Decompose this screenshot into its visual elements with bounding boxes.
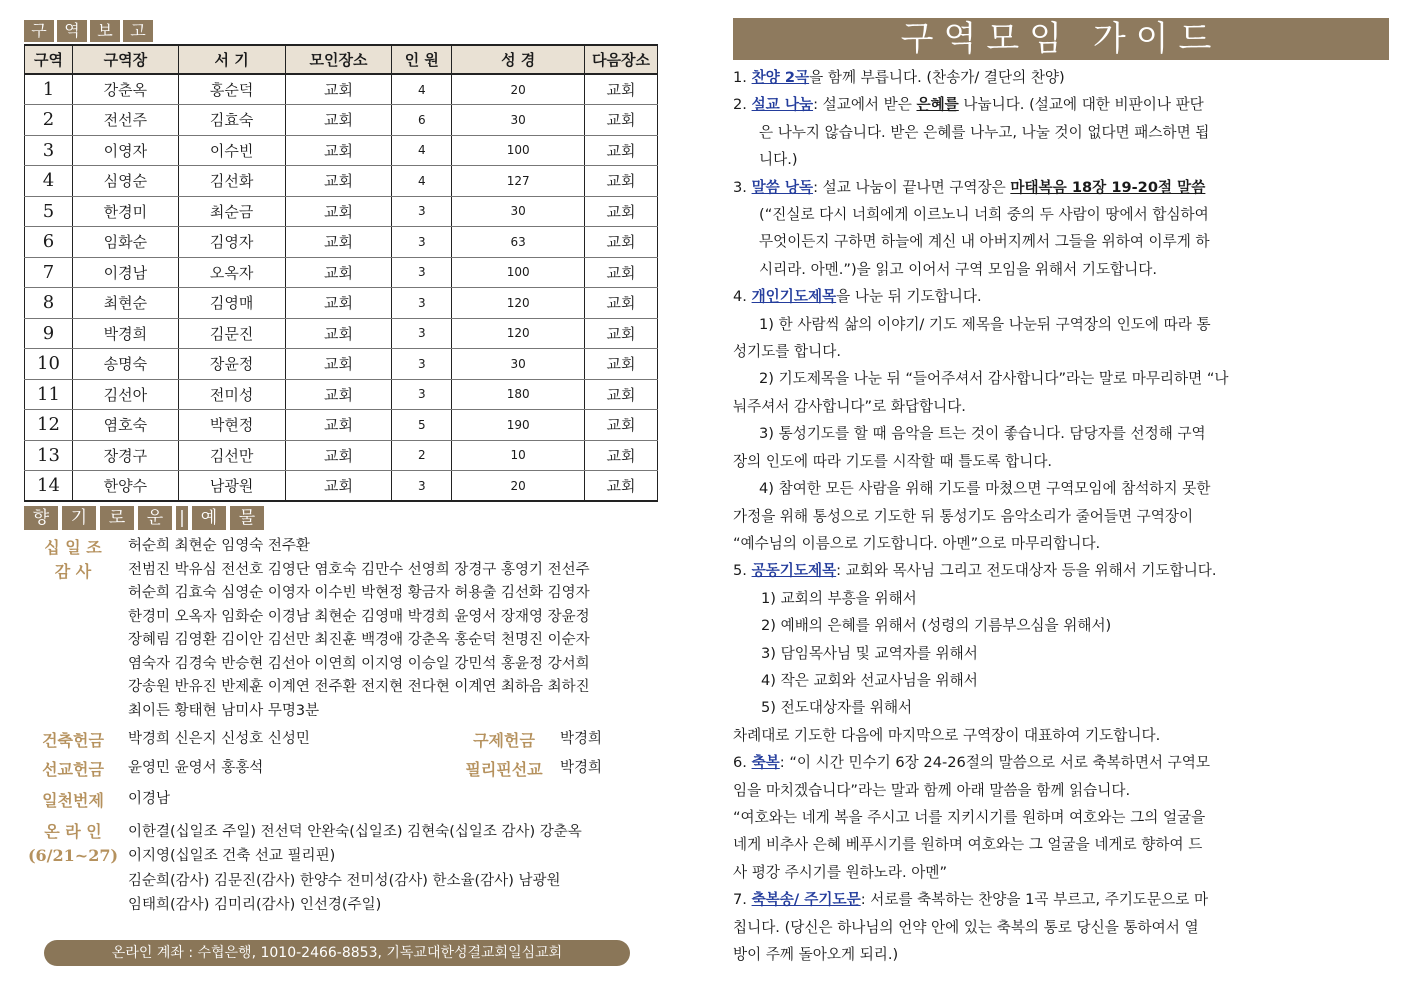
region-leader-cell: 송명숙 — [72, 349, 178, 380]
bible-chapters-cell: 30 — [452, 105, 585, 136]
secretary-cell: 전미성 — [178, 379, 285, 410]
title-char: 향 — [24, 506, 58, 530]
col-header: 구역장 — [72, 45, 178, 74]
region-leader-cell: 이경남 — [72, 257, 178, 288]
step-4-line: 3) 통성기도를 할 때 음악을 트는 것이 좋습니다. 담당자를 선정해 구역 — [759, 425, 1206, 443]
title-char: 물 — [230, 506, 264, 530]
region-number-cell: 10 — [25, 349, 73, 380]
prayer-item: 3) 담임목사님 및 교역자를 위해서 — [761, 644, 978, 662]
attendance-cell: 3 — [392, 227, 452, 258]
col-header: 구역 — [25, 45, 73, 74]
table-row — [25, 105, 658, 136]
col-header: 서 기 — [178, 45, 285, 74]
step-5-key: 공동기도제목 — [751, 562, 837, 580]
title-char: 운 — [138, 506, 172, 530]
region-number-cell: 14 — [25, 471, 73, 502]
bible-chapters-cell: 180 — [452, 379, 585, 410]
region-report-table — [24, 44, 658, 502]
online-names — [122, 820, 660, 918]
bible-chapters-cell: 63 — [452, 227, 585, 258]
step-2-key: 설교 나눔 — [751, 96, 814, 114]
step-7-key: 축복송/ 주기도문 — [751, 891, 861, 909]
next-place-cell: 교회 — [585, 440, 658, 471]
step-4-line: “예수님의 이름으로 기도합니다. 아멘”으로 마무리합니다. — [733, 534, 1101, 552]
next-place-cell: 교회 — [585, 74, 658, 105]
left-column — [24, 20, 660, 918]
region-number-cell: 9 — [25, 318, 73, 349]
title-char: 구 — [24, 20, 54, 42]
next-place-cell: 교회 — [585, 318, 658, 349]
title-char: 기 — [62, 506, 96, 530]
region-leader-cell: 한양수 — [72, 471, 178, 502]
table-row — [25, 257, 658, 288]
secretary-cell: 김선화 — [178, 166, 285, 197]
step-4-line: 성기도를 합니다. — [733, 343, 841, 361]
step-1: 1. 찬양 2곡을 함께 부릅니다. (찬송가/ 결단의 찬양) — [733, 69, 1065, 86]
title-char: 고 — [123, 20, 153, 42]
building-names: 박경희 신은지 신성호 신성민 — [128, 731, 310, 747]
tithe-names: 허순희 최현순 임영숙 전주환 — [128, 538, 310, 554]
next-place-cell: 교회 — [585, 257, 658, 288]
attendance-cell: 3 — [392, 471, 452, 502]
step-3-line: (“진실로 다시 너희에게 이르노니 너희 중의 두 사람이 땅에서 합심하여 — [759, 206, 1209, 224]
bible-chapters-cell: 100 — [452, 257, 585, 288]
region-leader-cell: 임화순 — [72, 227, 178, 258]
step-2-line: 은 나누지 않습니다. 받은 은혜를 나누고, 나눌 것이 없다면 패스하면 됩 — [759, 123, 1210, 141]
guide-column — [733, 18, 1389, 968]
meeting-place-cell: 교회 — [285, 105, 392, 136]
step-6-line: “여호와는 네게 복을 주시고 너를 지키시기를 원하며 여호와는 그의 얼굴을 — [733, 808, 1206, 826]
region-report-title — [24, 20, 660, 42]
step-5: 5. 공동기도제목: 교회와 목사님 그리고 전도대상자 등을 위해서 기도합니다. — [733, 562, 1217, 580]
building-relief-row — [24, 728, 660, 752]
thanks-names — [122, 559, 660, 724]
bible-chapters-cell: 20 — [452, 471, 585, 502]
step-6-line: 네게 비추사 은혜 베푸시기를 원하며 여호와는 그 얼굴을 네게로 향하여 드 — [733, 836, 1203, 854]
table-row — [25, 288, 658, 319]
prayer-item: 2) 예배의 은혜를 위해서 (성령의 기름부으심을 위해서) — [761, 617, 1112, 635]
step-7-line: 방이 주께 돌아오게 되리.) — [733, 946, 899, 963]
mission-row — [24, 757, 660, 781]
secretary-cell: 김영매 — [178, 288, 285, 319]
next-place-cell: 교회 — [585, 410, 658, 441]
region-leader-cell: 박경희 — [72, 318, 178, 349]
bible-chapters-cell: 20 — [452, 74, 585, 105]
step-3: 3. 말씀 낭독: 설교 나눔이 끝나면 구역장은 마태복음 18장 19-20절 말씀 — [733, 178, 1206, 196]
bible-chapters-cell: 10 — [452, 440, 585, 471]
step-7: 7. 축복송/ 주기도문: 서로를 축복하는 찬양을 1곡 부르고, 주기도문으로 마 — [733, 891, 1209, 909]
meeting-place-cell: 교회 — [285, 166, 392, 197]
region-leader-cell: 염호숙 — [72, 410, 178, 441]
attendance-cell: 6 — [392, 105, 452, 136]
thanks-line: 장혜림 김영환 김이안 김선만 최진훈 백경애 강춘옥 홍순덕 천명진 이순자 — [128, 632, 590, 648]
relief-names: 박경희 — [560, 731, 603, 747]
table-row — [25, 379, 658, 410]
step-4: 4. 개인기도제목을 나눈 뒤 기도합니다. — [733, 288, 982, 306]
step-7-line: 칩니다. (당신은 하나님의 언약 안에 있는 축복의 통로 당신을 통하여서 열 — [733, 918, 1199, 936]
attendance-cell: 3 — [392, 196, 452, 227]
attendance-cell: 3 — [392, 288, 452, 319]
meeting-place-cell: 교회 — [285, 74, 392, 105]
attendance-cell: 3 — [392, 349, 452, 380]
region-number-cell: 12 — [25, 410, 73, 441]
meeting-place-cell: 교회 — [285, 257, 392, 288]
mission-names: 윤영민 윤영서 홍홍석 — [128, 759, 264, 776]
thanks-row — [24, 559, 660, 724]
step-6: 6. 축복: “이 시간 민수기 6장 24-26절의 말씀으로 서로 축복하면서 구역모 — [733, 754, 1210, 772]
bible-chapters-cell: 30 — [452, 196, 585, 227]
table-row — [25, 166, 658, 197]
step-4-line: 가정을 위해 통성으로 기도한 뒤 통성기도 음악소리가 줄어들면 구역장이 — [733, 507, 1194, 525]
tithe-row — [24, 535, 660, 559]
philippine-names: 박경희 — [560, 759, 603, 776]
region-number-cell: 13 — [25, 440, 73, 471]
table-header-row — [25, 45, 658, 74]
meeting-place-cell: 교회 — [285, 440, 392, 471]
thousand-row — [24, 788, 660, 812]
meeting-place-cell: 교회 — [285, 349, 392, 380]
title-char: 역 — [57, 20, 87, 42]
bible-chapters-cell: 190 — [452, 410, 585, 441]
table-body — [25, 74, 658, 501]
next-place-cell: 교회 — [585, 349, 658, 380]
region-leader-cell: 한경미 — [72, 196, 178, 227]
attendance-cell: 4 — [392, 135, 452, 166]
col-header: 인 원 — [392, 45, 452, 74]
thousand-label: 일천번제 — [42, 791, 104, 810]
bible-chapters-cell: 30 — [452, 349, 585, 380]
title-char: 로 — [100, 506, 134, 530]
step-4-line: 2) 기도제목을 나눈 뒤 “들어주셔서 감사합니다”라는 말로 마무리하면 “나 — [759, 370, 1229, 388]
table-row — [25, 227, 658, 258]
guide-body — [733, 64, 1389, 968]
secretary-cell: 최순금 — [178, 196, 285, 227]
building-label: 건축헌금 — [42, 731, 104, 750]
meeting-place-cell: 교회 — [285, 135, 392, 166]
meeting-place-cell: 교회 — [285, 288, 392, 319]
next-place-cell: 교회 — [585, 227, 658, 258]
region-number-cell: 7 — [25, 257, 73, 288]
title-char: 예 — [192, 506, 226, 530]
thanks-line: 허순희 김효숙 심영순 이영자 이수빈 박현정 황금자 허용출 김선화 김영자 — [128, 585, 590, 601]
next-place-cell: 교회 — [585, 105, 658, 136]
next-place-cell: 교회 — [585, 379, 658, 410]
tithe-label: 십 일 조 — [44, 538, 102, 557]
region-number-cell: 8 — [25, 288, 73, 319]
meeting-place-cell: 교회 — [285, 196, 392, 227]
thanks-label: 감 사 — [54, 561, 92, 581]
offering-title — [24, 506, 660, 530]
region-number-cell: 4 — [25, 166, 73, 197]
region-number-cell: 3 — [25, 135, 73, 166]
table-row — [25, 410, 658, 441]
attendance-cell: 3 — [392, 379, 452, 410]
step-6-line: 사 평강 주시기를 원하노라. 아멘” — [733, 863, 948, 881]
step-1-key: 찬양 2곡 — [751, 69, 810, 86]
thanks-line: 강송원 반유진 반제훈 이계연 전주환 전지현 전다현 이계연 최하음 최하진 — [128, 679, 590, 695]
next-place-cell: 교회 — [585, 196, 658, 227]
next-place-cell: 교회 — [585, 166, 658, 197]
online-row — [24, 820, 660, 918]
table-row — [25, 196, 658, 227]
title-char: | — [176, 506, 188, 530]
title-char: 보 — [90, 20, 120, 42]
thanks-line: 최이든 황태현 남미사 무명3분 — [128, 702, 320, 719]
step-6-line: 임을 마치겠습니다”라는 말과 함께 아래 말씀을 함께 읽습니다. — [733, 781, 1131, 799]
attendance-cell: 3 — [392, 257, 452, 288]
prayer-item: 1) 교회의 부흥을 위해서 — [761, 589, 917, 607]
guide-title: 구역모임 가이드 — [733, 18, 1389, 60]
online-label: 온 라 인 — [44, 821, 102, 841]
step-3-line: 시리라. 아멘.”)을 읽고 이어서 구역 모임을 위해서 기도합니다. — [759, 260, 1157, 278]
bible-chapters-cell: 100 — [452, 135, 585, 166]
region-number-cell: 6 — [25, 227, 73, 258]
mission-label: 선교헌금 — [42, 759, 104, 779]
thanks-line: 염숙자 김경숙 반승현 김선아 이연희 이지영 이승일 강민석 홍윤정 강서희 — [128, 655, 590, 672]
bible-chapters-cell: 120 — [452, 318, 585, 349]
table-row — [25, 471, 658, 502]
meeting-place-cell: 교회 — [285, 227, 392, 258]
attendance-cell: 4 — [392, 74, 452, 105]
relief-label: 구제헌금 — [473, 731, 535, 750]
region-leader-cell: 심영순 — [72, 166, 178, 197]
prayer-item: 5) 전도대상자를 위해서 — [761, 699, 913, 717]
attendance-cell: 3 — [392, 318, 452, 349]
online-line: 김순희(감사) 김문진(감사) 한양수 전미성(감사) 한소율(감사) 남광원 — [128, 872, 561, 889]
table-row — [25, 318, 658, 349]
bible-chapters-cell: 120 — [452, 288, 585, 319]
next-place-cell: 교회 — [585, 288, 658, 319]
bible-chapters-cell: 127 — [452, 166, 585, 197]
thousand-names: 이경남 — [128, 791, 171, 807]
online-line: 이지영(십일조 건축 선교 필리핀) — [128, 848, 336, 864]
attendance-cell: 2 — [392, 440, 452, 471]
online-period: (6/21~27) — [27, 845, 119, 865]
online-account-banner: 온라인 계좌 : 수협은행, 1010-2466-8853, 기독교대한성결교회일심교회 — [44, 940, 630, 966]
secretary-cell: 오옥자 — [178, 257, 285, 288]
region-leader-cell: 김선아 — [72, 379, 178, 410]
secretary-cell: 남광원 — [178, 471, 285, 502]
step-4-key: 개인기도제목 — [751, 288, 837, 306]
step-6-key: 축복 — [751, 754, 780, 772]
meeting-place-cell: 교회 — [285, 318, 392, 349]
step-3-line: 무엇이든지 구하면 하늘에 계신 내 아버지께서 그들을 위하여 이루게 하 — [759, 233, 1210, 251]
table-row — [25, 135, 658, 166]
step-4-line: 눠주셔서 감사합니다”로 화답합니다. — [733, 397, 966, 415]
philippine-label: 필리핀선교 — [465, 759, 543, 779]
step-2-line: 니다.) — [759, 151, 798, 169]
meeting-place-cell: 교회 — [285, 410, 392, 441]
secretary-cell: 홍순덕 — [178, 74, 285, 105]
secretary-cell: 장윤정 — [178, 349, 285, 380]
secretary-cell: 박현정 — [178, 410, 285, 441]
step-4-line: 4) 참여한 모든 사람을 위해 기도를 마쳤으면 구역모임에 참석하지 못한 — [759, 480, 1211, 498]
secretary-cell: 이수빈 — [178, 135, 285, 166]
region-leader-cell: 최현순 — [72, 288, 178, 319]
next-place-cell: 교회 — [585, 135, 658, 166]
thanks-line: 한경미 오옥자 임화순 이경남 최현순 김영매 박경희 윤영서 장재영 장윤정 — [128, 608, 590, 625]
secretary-cell: 김효숙 — [178, 105, 285, 136]
meeting-place-cell: 교회 — [285, 471, 392, 502]
region-leader-cell: 강춘옥 — [72, 74, 178, 105]
next-place-cell: 교회 — [585, 471, 658, 502]
region-leader-cell: 전선주 — [72, 105, 178, 136]
step-3-key: 말씀 낭독 — [751, 178, 814, 196]
attendance-cell: 4 — [392, 166, 452, 197]
secretary-cell: 김영자 — [178, 227, 285, 258]
offering-section — [24, 506, 660, 918]
attendance-cell: 5 — [392, 410, 452, 441]
col-header: 성 경 — [452, 45, 585, 74]
secretary-cell: 김선만 — [178, 440, 285, 471]
step-5-line: 차례대로 기도한 다음에 마지막으로 구역장이 대표하여 기도합니다. — [733, 726, 1161, 744]
table-row — [25, 74, 658, 105]
table-row — [25, 440, 658, 471]
prayer-item: 4) 작은 교회와 선교사님을 위해서 — [761, 671, 978, 689]
table-row — [25, 349, 658, 380]
online-line: 이한결(십일조 주일) 전선덕 안완숙(십일조) 김현숙(십일조 감사) 강춘옥 — [128, 823, 582, 840]
region-leader-cell: 이영자 — [72, 135, 178, 166]
region-number-cell: 2 — [25, 105, 73, 136]
secretary-cell: 김문진 — [178, 318, 285, 349]
step-4-line: 1) 한 사람씩 삶의 이야기/ 기도 제목을 나눈뒤 구역장의 인도에 따라 통 — [759, 315, 1211, 333]
col-header: 모인장소 — [285, 45, 392, 74]
online-line: 임태희(감사) 김미리(감사) 인선경(주일) — [128, 897, 382, 913]
col-header: 다음장소 — [585, 45, 658, 74]
step-2: 2. 설교 나눔: 설교에서 받은 은혜를 나눕니다. (설교에 대한 비판이나 판단 — [733, 96, 1204, 114]
meeting-place-cell: 교회 — [285, 379, 392, 410]
region-number-cell: 1 — [25, 74, 73, 105]
region-leader-cell: 장경구 — [72, 440, 178, 471]
region-number-cell: 5 — [25, 196, 73, 227]
thanks-line: 전범진 박유심 전선호 김영단 염호숙 김만수 선영희 장경구 홍영기 전선주 — [128, 561, 590, 578]
region-number-cell: 11 — [25, 379, 73, 410]
step-4-line: 장의 인도에 따라 기도를 시작할 때 틀도록 합니다. — [733, 452, 1053, 470]
